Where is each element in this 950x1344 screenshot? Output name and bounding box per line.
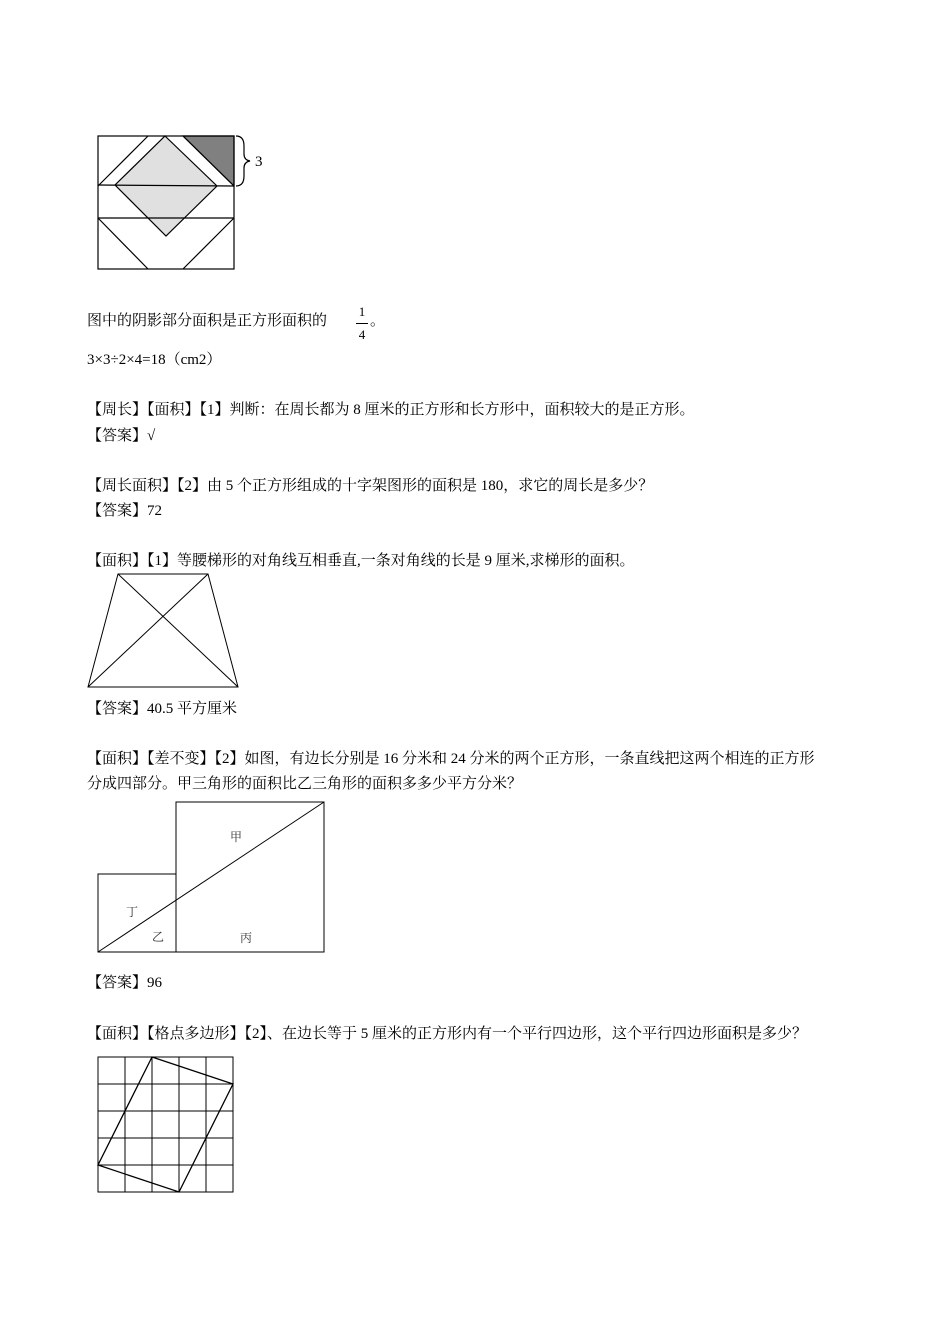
- trapezoid-figure: [85, 568, 245, 692]
- trapezoid-outline: [88, 574, 238, 687]
- intro-line: [87, 311, 327, 331]
- label-ding: 丁: [126, 905, 139, 919]
- fraction-bar: [356, 323, 368, 324]
- label-yi: 乙: [152, 930, 165, 944]
- fraction-numerator: 1: [358, 304, 366, 319]
- parallelogram: [98, 1057, 233, 1192]
- intro-text: 图中的阴影部分面积是正方形面积的: [87, 313, 328, 329]
- q1-answer: 【答案】√: [87, 428, 156, 444]
- square-shaded-figure: [90, 128, 280, 278]
- q3-text: 【面积】【1】等腰梯形的对角线互相垂直,一条对角线的长是 9 厘米,求梯形的面积。: [87, 553, 635, 569]
- fraction-suffix: 。: [370, 313, 386, 329]
- two-squares-figure: [90, 798, 335, 958]
- brace-icon: [236, 136, 250, 186]
- label-jia: 甲: [230, 830, 243, 844]
- q5-text: 【面积】【格点多边形】【2】、在边长等于 5 厘米的正方形内有一个平行四边形，这个平行四边形面积是多少？: [87, 1026, 808, 1042]
- q1-text: 【周长】【面积】【1】判断：在周长都为 8 厘米的正方形和长方形中，面积较大的是正方形。: [87, 402, 695, 418]
- dividing-line: [98, 802, 324, 952]
- grid-parallelogram-figure: [90, 1050, 240, 1198]
- q4-answer: 【答案】96: [87, 975, 163, 991]
- q4-text-line1: 【面积】【差不变】【2】如图，有边长分别是 16 分米和 24 分米的两个正方形，一条直线把这两个相连的正方形: [87, 751, 815, 767]
- q4-text-line2: 分成四部分。甲三角形的面积比乙三角形的面积多多少平方分米？: [87, 776, 523, 792]
- large-square: [176, 802, 324, 952]
- fig1-lines: [98, 136, 234, 269]
- q2-answer: 【答案】72: [87, 503, 163, 519]
- calc-line: 3×3÷2×4=18（cm2）: [87, 352, 222, 368]
- trapezoid-diagonal-2: [88, 574, 208, 687]
- q2-text: 【周长面积】【2】由 5 个正方形组成的十字架图形的面积是 180，求它的周长是多少？: [87, 478, 654, 494]
- fig1-brace-label: 3: [255, 154, 263, 170]
- fraction-denominator: 4: [358, 327, 366, 342]
- q3-answer: 【答案】40.5 平方厘米: [87, 701, 238, 717]
- label-bing: 丙: [240, 931, 253, 945]
- trapezoid-diagonal-1: [118, 574, 238, 687]
